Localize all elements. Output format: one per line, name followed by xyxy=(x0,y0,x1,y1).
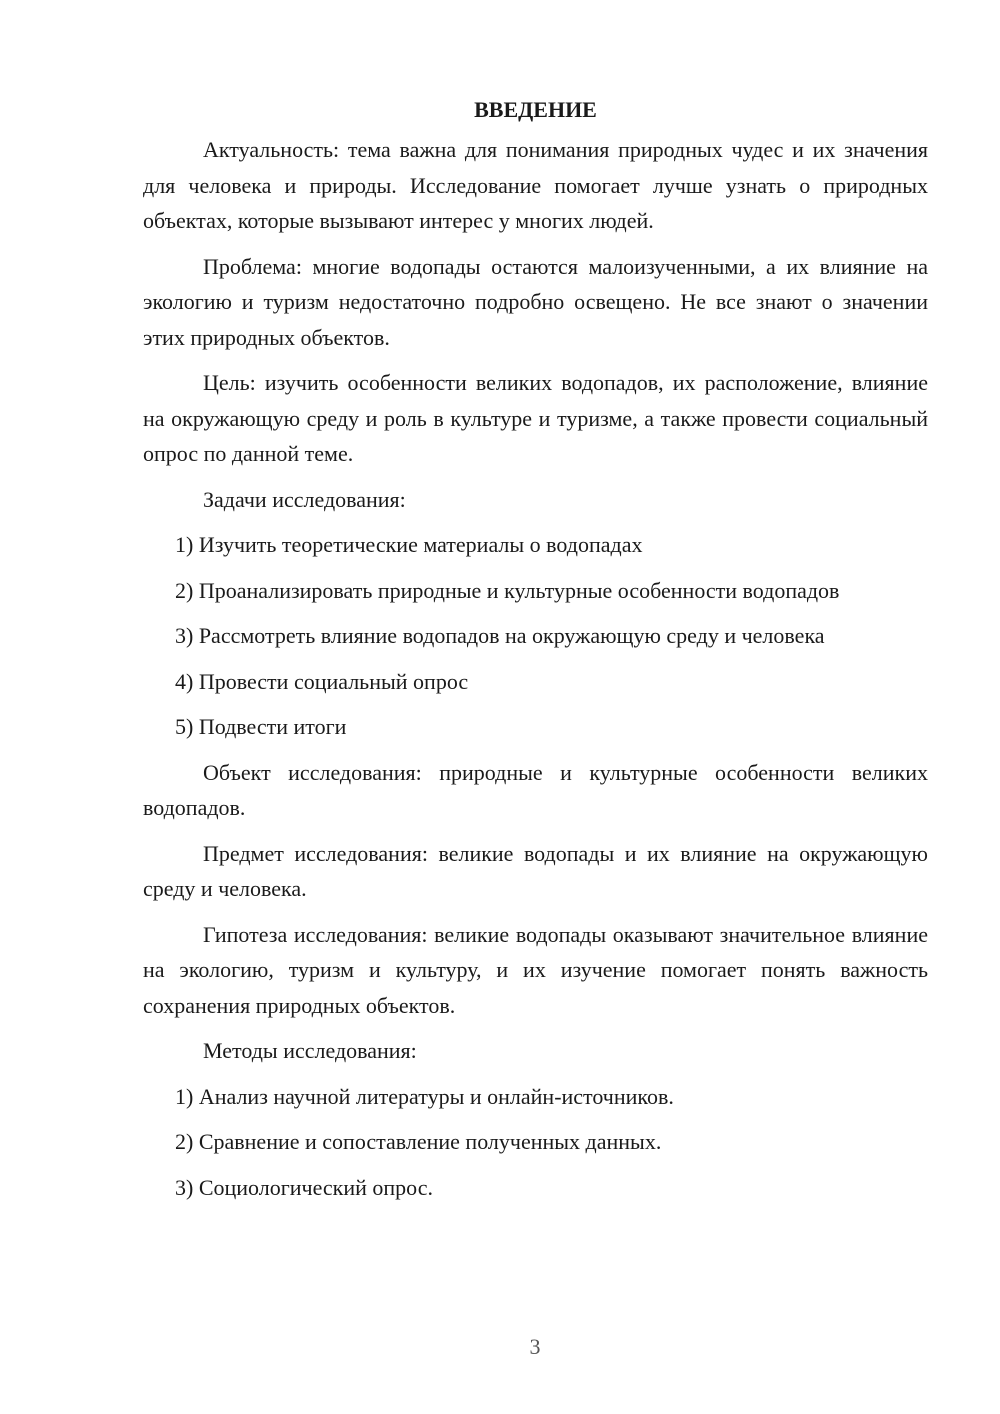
task-item-2: 2) Проанализировать природные и культурные особенности водопадов xyxy=(175,577,840,603)
method-item-1: 1) Анализ научной литературы и онлайн-источников. xyxy=(175,1083,674,1109)
section-title: ВВЕДЕНИЕ xyxy=(474,97,597,122)
method-item-2: 2) Сравнение и сопоставление полученных данных. xyxy=(175,1129,662,1154)
task-item-4: 4) Провести социальный опрос xyxy=(175,668,469,694)
method-item-3: 3) Социологический опрос. xyxy=(175,1174,433,1200)
task-item-1: 1) Изучить теоретические материалы о водопадах xyxy=(175,532,643,557)
hypothesis-paragraph: Гипотеза исследования: великие водопады оказывают значительное влияние на экологию, туризм и культуру, и их изучение помогает понять важность сохранения природных объектов. xyxy=(143,921,928,1018)
goal-paragraph: Цель: изучить особенности великих водопадов, их расположение, влияние на окружающую среду и роль в культуре и туризме, а также провести социальный опрос по данной теме. xyxy=(143,370,928,466)
relevance-paragraph: Актуальность: тема важна для понимания природных чудес и их значения для человека и природы. Исследование помогает лучше узнать о природных объектах, которые вызывают интерес у многих людей. xyxy=(143,137,928,233)
subject-paragraph: Предмет исследования: великие водопады и их влияние на окружающую среду и человека. xyxy=(143,840,928,901)
methods-heading: Методы исследования: xyxy=(203,1038,417,1063)
problem-paragraph: Проблема: многие водопады остаются малоизученными, а их влияние на экологию и туризм недостаточно подробно освещено. Не все знают о значении этих природных объектов. xyxy=(143,253,928,350)
page-content xyxy=(143,92,928,1215)
object-paragraph: Объект исследования: природные и культурные особенности великих водопадов. xyxy=(143,759,928,820)
task-item-3: 3) Рассмотреть влияние водопадов на окружающую среду и человека xyxy=(175,623,825,648)
task-item-5: 5) Подвести итоги xyxy=(175,714,347,739)
tasks-heading: Задачи исследования: xyxy=(203,486,406,512)
page-number: 3 xyxy=(529,1334,541,1359)
